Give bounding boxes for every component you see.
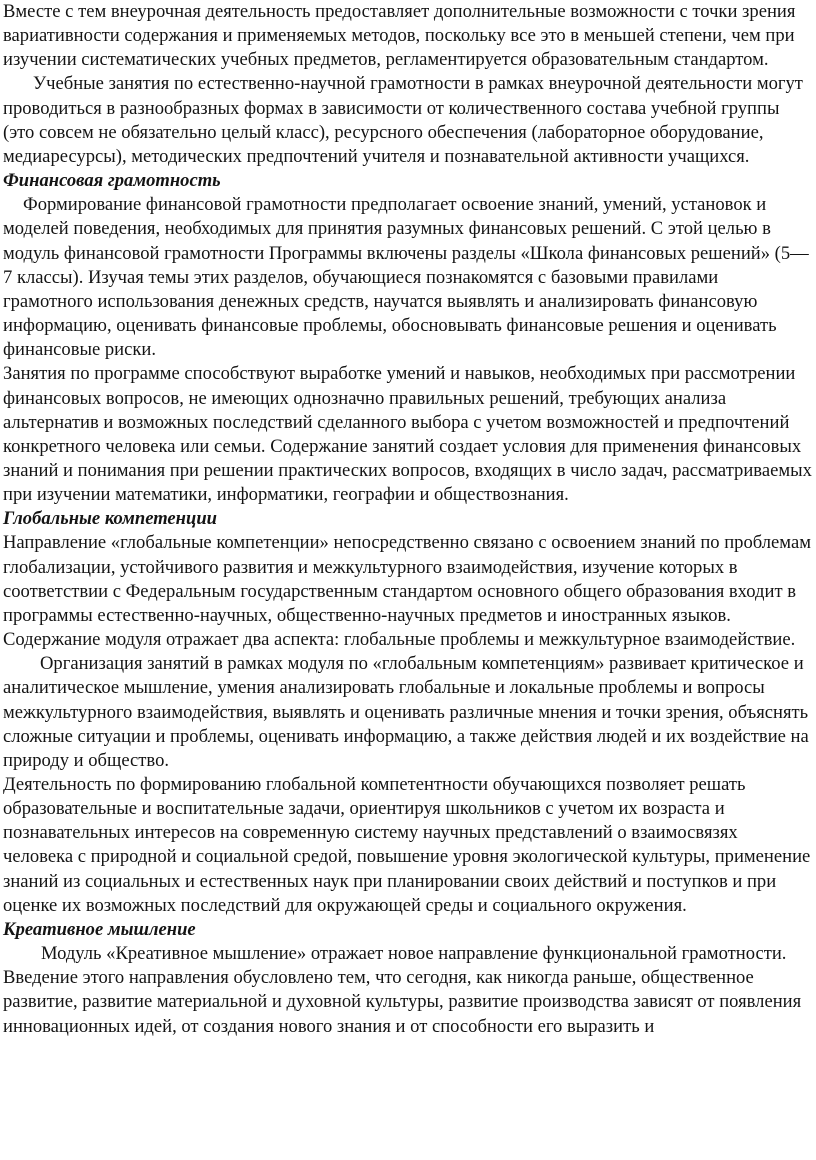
- global-competencies-heading: Глобальные компетенции: [3, 508, 218, 530]
- financial-literacy-heading: Финансовая грамотность: [3, 170, 221, 192]
- financial-paragraph-1: Формирование финансовой грамотности предполагает освоение знаний, умений, установок и моделей поведения, необходимых для принятия разумных финансовых решений. С этой целью в модуль финансовой грамотности Программы включены разделы «Школа финансовых решений» (5—7 классы). Изучая темы этих разделов, обучающиеся познакомятся с базовыми правилами грамотного использования денежных средств, научатся выявлять и анализировать финансовую информацию, оценивать финансовые проблемы, обосновывать финансовые решения и оценивать финансовые риски.: [3, 194, 809, 361]
- intro-paragraph-1: Вместе с тем внеурочная деятельность предоставляет дополнительные возможности с точки зрения вариативности содержания и применяемых методов, поскольку все это в меньшей степени, чем при изучении систематических учебных предметов, регламентируется образовательным стандартом.: [3, 1, 796, 71]
- financial-paragraph-2: Занятия по программе способствуют выработке умений и навыков, необходимых при рассмотрении финансовых вопросов, не имеющих однозначно правильных решений, требующих анализа альтернатив и возможных последствий сделанного выбора с учетом возможностей и предпочтений конкретного человека или семьи. Содержание занятий создает условия для применения финансовых знаний и понимания при решении практических вопросов, входящих в число задач, рассматриваемых при изучении математики, информатики, географии и обществознания.: [3, 363, 812, 506]
- global-paragraph-2: Организация занятий в рамках модуля по «глобальным компетенциям» развивает критическое и аналитическое мышление, умения анализировать глобальные и локальные проблемы и вопросы межкультурного взаимодействия, выявлять и оценивать различные мнения и точки зрения, объяснять сложные ситуации и проблемы, оценивать информацию, а также действия людей и их воздействие на природу и общество.: [3, 653, 809, 771]
- intro-paragraph-2: Учебные занятия по естественно-научной грамотности в рамках внеурочной деятельности могут проводиться в разнообразных формах в зависимости от количественного состава учебной группы (это совсем не обязательно целый класс), ресурсного обеспечения (лабораторное оборудование, медиаресурсы), методических предпочтений учителя и познавательной активности учащихся.: [3, 73, 803, 167]
- global-paragraph-3: Деятельность по формированию глобальной компетентности обучающихся позволяет решать образовательные и воспитательные задачи, ориентируя школьников с учетом их возраста и познавательных интересов на современную систему научных представлений о взаимосвязях человека с природной и социальной средой, повышение уровня экологической культуры, применение знаний из социальных и естественных наук при планировании своих действий и поступков и при оценке их возможных последствий для окружающей среды и социального окружения.: [3, 774, 811, 916]
- creative-paragraph-1: Модуль «Креативное мышление» отражает новое направление функциональной грамотности. Введение этого направления обусловлено тем, что сегодня, как никогда раньше, общественное развитие, развитие материальной и духовной культуры, развитие производства зависят от появления инновационных идей, от создания нового знания и от способности его выразить и: [3, 943, 802, 1037]
- creative-thinking-heading: Креативное мышление: [3, 918, 196, 940]
- global-paragraph-1: Направление «глобальные компетенции» непосредственно связано с освоением знаний по проблемам глобализации, устойчивого развития и межкультурного взаимодействия, изучение которых в соответствии с Федеральным государственным стандартом основного общего образования входит в программы естественно-научных, общественно-научных предметов и иностранных языков. Содержание модуля отражает два аспекта: глобальные проблемы и межкультурное взаимодействие.: [3, 532, 811, 651]
